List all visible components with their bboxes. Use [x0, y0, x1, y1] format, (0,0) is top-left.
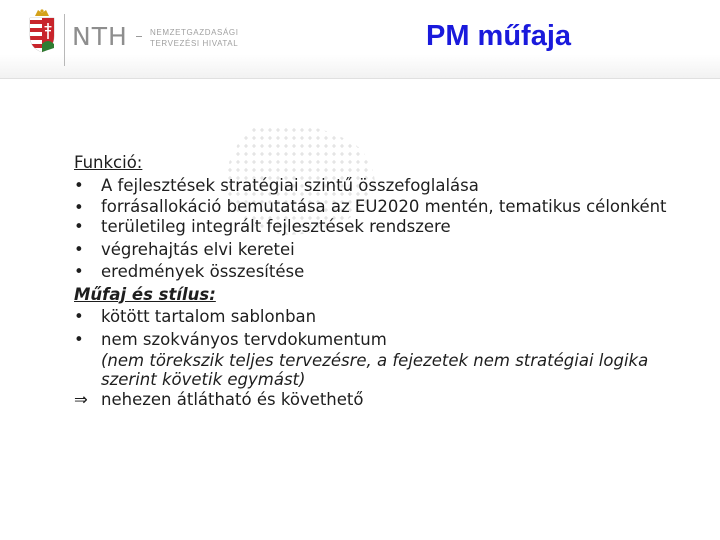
bullet-icon: •	[74, 217, 84, 236]
bullet-icon: •	[74, 175, 84, 195]
bullet-icon: •	[74, 329, 84, 349]
bullet-icon: •	[74, 262, 84, 281]
institution-line-2: TERVEZÉSI HIVATAL	[150, 39, 239, 48]
list-item	[74, 261, 674, 284]
conclusion-text: nehezen átlátható és követhető	[101, 390, 364, 409]
genre-heading: Műfaj és stílus:	[74, 284, 216, 304]
conclusion-line	[74, 389, 674, 412]
list-item-text: kötött tartalom sablonban	[101, 307, 317, 326]
list-item-text: végrehajtás elvi keretei	[101, 239, 295, 259]
slide-header	[0, 0, 720, 79]
list-item	[74, 329, 674, 352]
list-item	[74, 197, 674, 216]
bullet-icon: •	[74, 239, 84, 259]
list-item-text: forrásallokáció bemutatása az EU2020 mentén, tematikus célonként	[101, 197, 667, 216]
implies-arrow-icon: ⇒	[74, 390, 88, 409]
list-item-text: területileg integrált fejlesztések rendszere	[101, 217, 451, 236]
slide-body	[74, 152, 674, 412]
function-heading: Funkció:	[74, 153, 143, 172]
list-item	[74, 306, 674, 329]
genre-note: (nem törekszik teljes tervezésre, a fejezetek nem stratégiai logika szerint követik egymást)	[101, 351, 649, 389]
list-item	[74, 216, 674, 239]
bullet-icon: •	[74, 198, 84, 217]
page-title	[0, 20, 700, 53]
list-item	[74, 175, 674, 198]
list-item-text: eredmények összesítése	[101, 262, 305, 281]
page-title-text: PM műfaja	[425, 20, 572, 52]
institution-line-1: NEMZETGAZDASÁGI	[150, 28, 239, 37]
list-item-text: A fejlesztések stratégiai szintű összefoglalása	[101, 175, 479, 195]
bullet-icon: •	[74, 307, 84, 326]
list-item-text: nem szokványos tervdokumentum	[101, 329, 387, 349]
list-item	[74, 239, 674, 262]
logo-text: NTH	[72, 22, 128, 51]
